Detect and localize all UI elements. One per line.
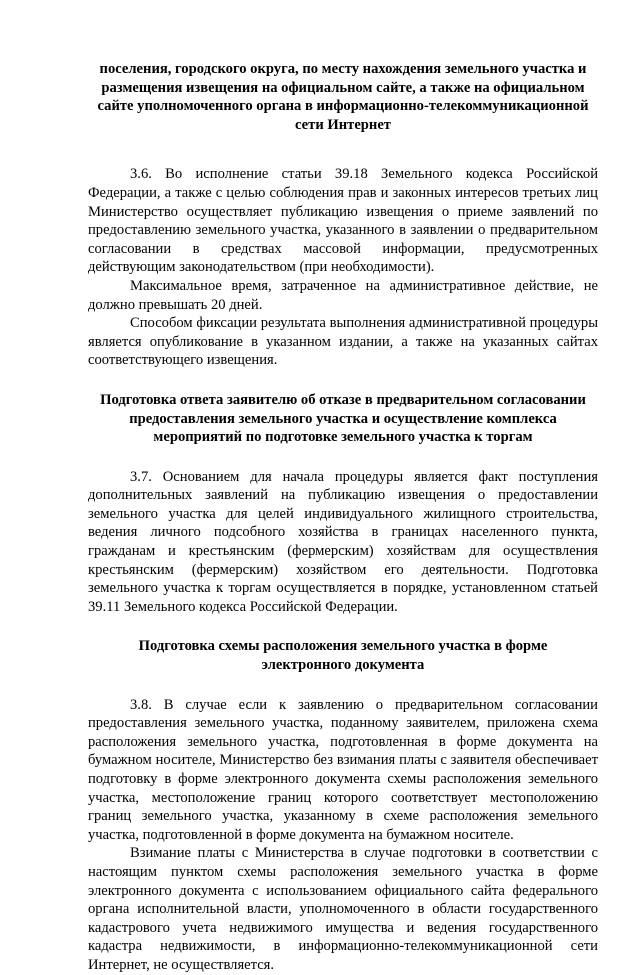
paragraph-fixation-method: Способом фиксации результата выполнения административной процедуры является опубликование в указанном издании, а также на указанных сайтах соответствующего извещения. — [88, 315, 598, 369]
section-heading-refusal: Подготовка ответа заявителю об отказе в предварительном согласовании предоставления земельного участка и осуществление комплекса мероприятий по подготовке земельного участка к торгам — [100, 391, 586, 446]
paragraph-3-6: 3.6. Во исполнение статьи 39.18 Земельного кодекса Российской Федерации, а также с целью соблюдения прав и законных интересов третьих лиц Министерство осуществляет публикацию извещения о приеме заявлений по предоставлению земельного участка, указанного в заявлении о предварительном согласовании в средствах массовой информации, предусмотренных действующим законодательством (при необходимости). — [88, 166, 598, 276]
section-heading-scheme: Подготовка схемы расположения земельного участка в форме электронного документа — [138, 638, 548, 674]
paragraph-3-8: 3.8. В случае если к заявлению о предварительном согласовании предоставления земельного участка, поданному заявителем, приложена схема расположения земельного участка, подготовленная в форме документа на бумажном носителе, Министерство без взимания платы с заявителя обеспечивает подготовку в форме электронного документа схемы расположения земельного участка, местоположение границ которого соответствует местоположению границ земельного участка, указанному в схеме расположения земельного участка, подготовленной в форме документа на бумажном носителе. — [88, 696, 598, 843]
paragraph-max-time: Максимальное время, затраченное на административное действие, не должно превышать 20 дней. — [88, 277, 598, 313]
paragraph-fee: Взимание платы с Министерства в случае подготовки в соответствии с настоящим пунктом схемы расположения земельного участка в форме электронного документа с использованием официального сайта федерального органа исполнительной власти, уполномоченного в области государственного кадастрового учета недвижимого имущества и ведения государственного кадастра недвижимости, в информационно-телекоммуникационной сети Интернет, не осуществляется. — [88, 845, 598, 973]
paragraph-3-7: 3.7. Основанием для начала процедуры является факт поступления дополнительных заявлений на публикацию извещения о предоставлении земельного участка для целей индивидуального жилищного строительства, ведения личного подсобного хозяйства в границах населенного пункта, гражданам и крестьянским (фермерским) хозяйствам для осуществления крестьянским (фермерским) хозяйством его деятельности. Подготовка земельного участка к торгам осуществляется в порядке, установленном статьей 39.11 Земельного кодекса Российской Федерации. — [88, 468, 598, 615]
section-heading-publication: поселения, городского округа, по месту нахождения земельного участка и размещения извещения на официальном сайте, а также на официальном сайте уполномоченного органа в информационно-телекоммуникационной сети Интернет — [97, 61, 589, 133]
document-page — [88, 60, 598, 975]
